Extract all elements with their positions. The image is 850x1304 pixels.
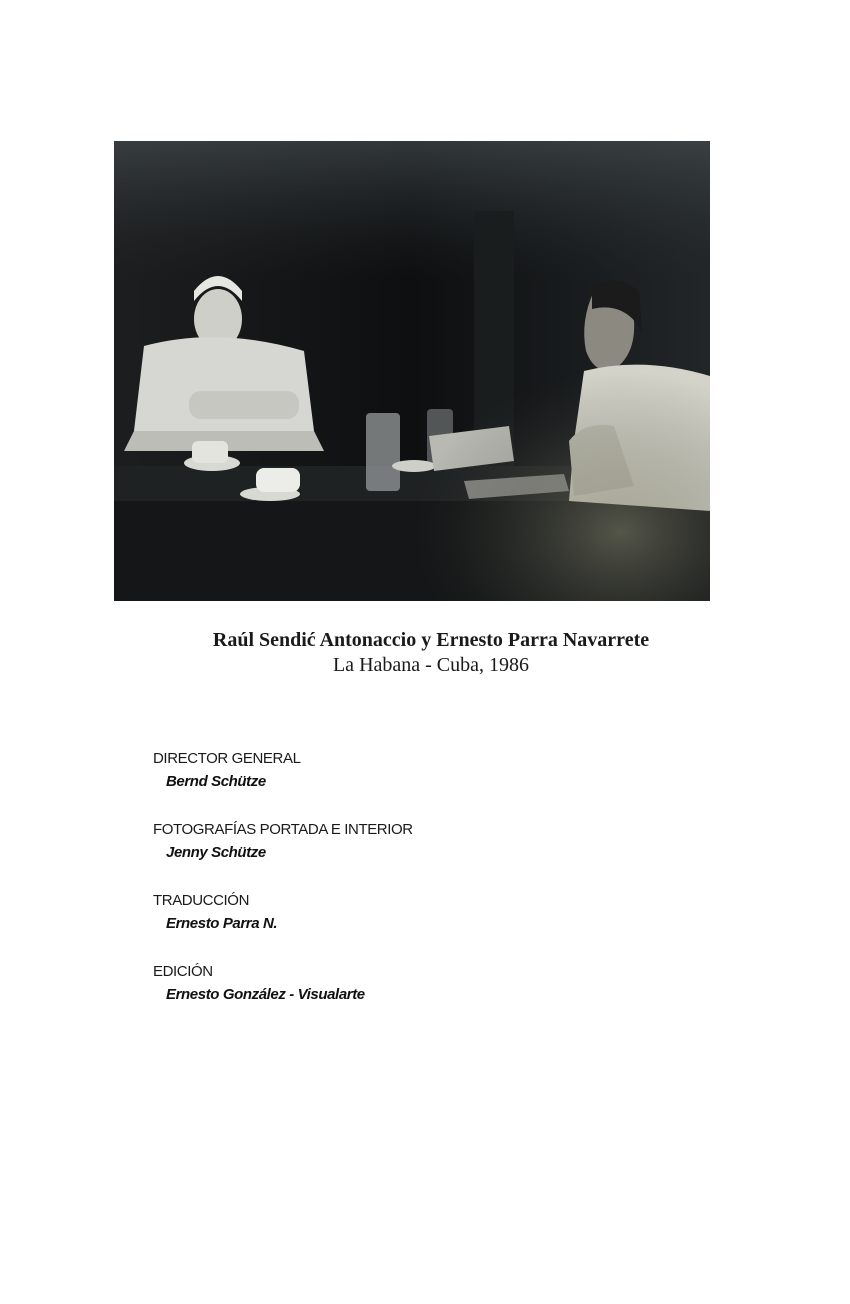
- credit-block: [153, 750, 301, 791]
- credit-block: [153, 892, 277, 933]
- black-and-white-photograph: [114, 141, 710, 601]
- credit-block: [153, 821, 413, 862]
- credit-role: TRADUCCIÓN: [153, 892, 249, 909]
- credit-name: Ernesto González - Visualarte: [166, 986, 365, 1003]
- photo-caption-subtitle: La Habana - Cuba, 1986: [332, 654, 530, 676]
- credit-role: DIRECTOR GENERAL: [153, 750, 301, 767]
- credit-name: Bernd Schütze: [166, 773, 266, 790]
- credit-name: Ernesto Parra N.: [166, 915, 278, 932]
- credit-name: Jenny Schütze: [166, 844, 266, 861]
- credit-role: FOTOGRAFÍAS PORTADA E INTERIOR: [153, 821, 413, 838]
- credit-role: EDICIÓN: [153, 963, 213, 980]
- credit-block: [153, 963, 365, 1004]
- photo-caption-title: Raúl Sendić Antonaccio y Ernesto Parra Navarrete: [212, 629, 650, 651]
